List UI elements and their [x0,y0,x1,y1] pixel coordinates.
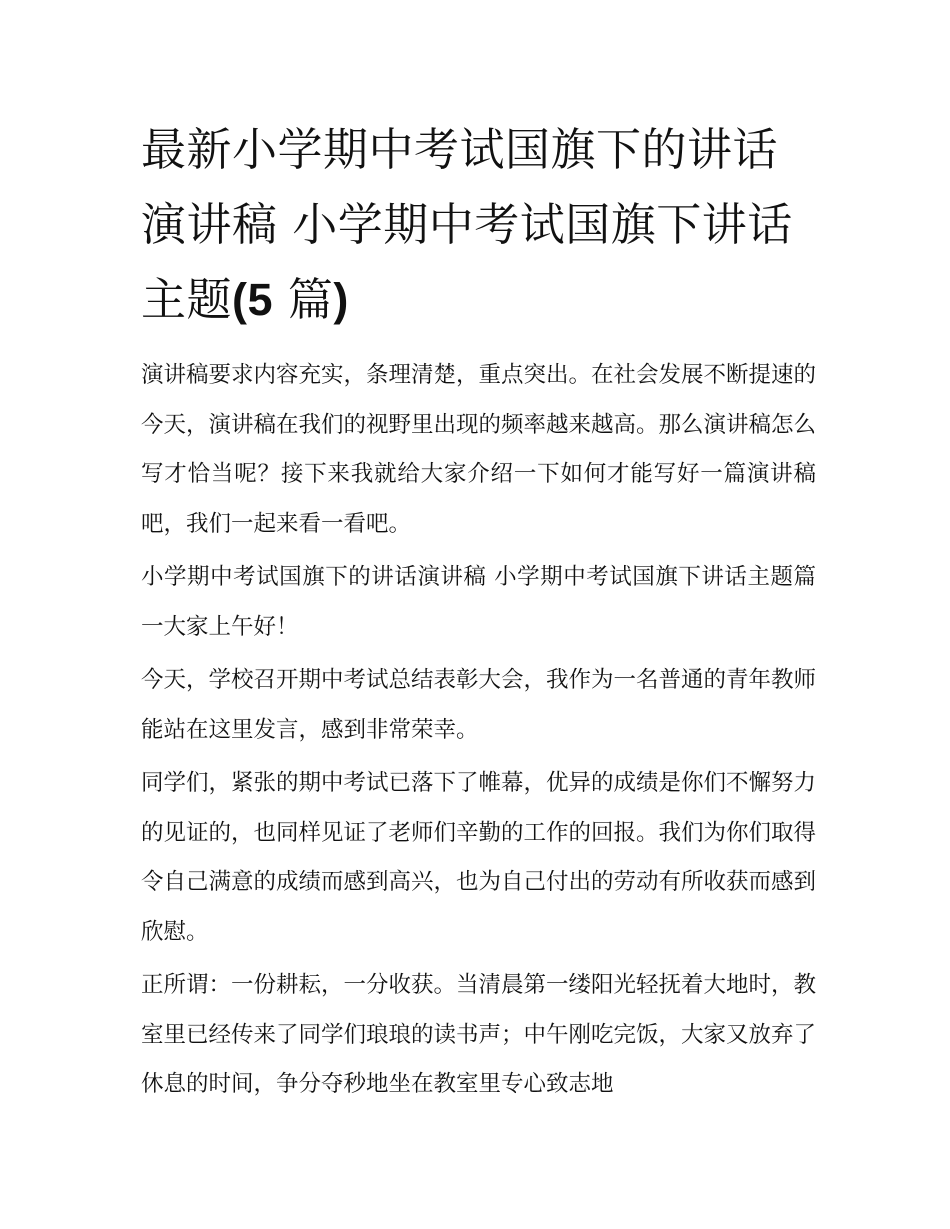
title-unit: 篇 [273,273,334,326]
document-title [141,112,816,337]
title-close-paren: ) [333,274,349,325]
title-text: 最新小学期中考试国旗下的讲话演讲稿 小学期中考试国旗下讲话主题 [141,123,793,326]
paragraph-intro: 演讲稿要求内容充实，条理清楚，重点突出。在社会发展不断提速的今天，演讲稿在我们的视野里出现的频率越来越高。那么演讲稿怎么写才恰当呢？接下来我就给大家介绍一下如何才能写好一篇演讲稿吧，我们一起来看一看吧。 [141,362,817,537]
document-content [141,112,816,1114]
paragraph-meeting: 今天，学校召开期中考试总结表彰大会，我作为一名普通的青年教师能站在这里发言，感到非常荣幸。 [141,667,817,743]
paragraph-exam-results: 同学们，紧张的期中考试已落下了帷幕，优异的成绩是你们不懈努力的见证的，也同样见证了老师们辛勤的工作的回报。我们为你们取得令自己满意的成绩而感到高兴，也为自己付出的劳动有所收获而感到欣慰。 [141,770,817,945]
paragraph-heading-greeting: 小学期中考试国旗下的讲话演讲稿 小学期中考试国旗下讲话主题篇一大家上午好！ [141,564,816,640]
title-count: (5 [232,274,274,325]
paragraph-hard-work: 正所谓：一份耕耘，一分收获。当清晨第一缕阳光轻抚着大地时，教室里已经传来了同学们琅琅的读书声；中午刚吃完饭，大家又放弃了休息的时间，争分夺秒地坐在教室里专心致志地 [141,972,817,1097]
document-body [141,351,816,1110]
